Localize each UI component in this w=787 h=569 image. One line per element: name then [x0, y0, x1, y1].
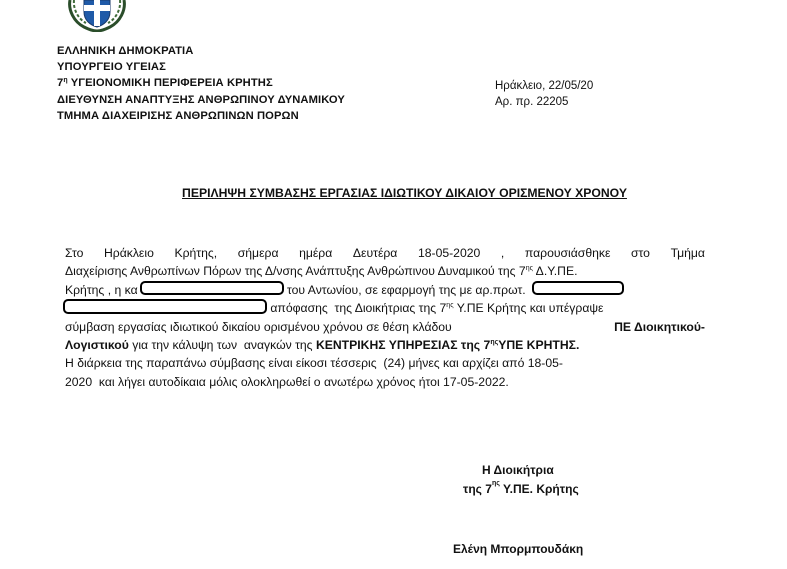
document-body — [65, 244, 705, 391]
text: απόφασης της Διοικήτριας της 7 — [267, 301, 447, 316]
ordinal-suffix: ης — [525, 265, 533, 273]
body-line-6 — [65, 336, 705, 354]
text: της 7 — [463, 482, 492, 496]
redacted-protocol — [532, 281, 624, 295]
document-meta — [495, 78, 593, 110]
signatory-role: Η Διοικήτρια — [482, 463, 554, 477]
word: Στο — [65, 246, 84, 260]
text: Υ.ΠΕ Κρήτης και υπέγραψε — [453, 301, 604, 316]
job-branch-cont: Λογιστικού — [65, 337, 129, 352]
word: Δευτέρα — [352, 246, 398, 260]
header-line-region — [57, 75, 345, 91]
region-number: 7 — [57, 77, 64, 90]
redacted-decision — [63, 299, 267, 314]
word: ημέρα — [299, 246, 333, 260]
body-line-4 — [65, 299, 705, 317]
word: στο — [631, 246, 650, 260]
service-unit: ΚΕΝΤΡΙΚΗΣ ΥΠΗΡΕΣΙΑΣ της 7 — [315, 337, 491, 352]
date-start: 18-05-2020 — [417, 246, 481, 260]
place-date: Ηράκλειο, 22/05/20 — [495, 80, 594, 92]
word: παρουσιάσθηκε — [524, 246, 611, 260]
document-title — [0, 186, 787, 200]
text: Κρήτης , η κα — [65, 282, 138, 297]
text: για την κάλυψη των αναγκών της — [128, 337, 316, 352]
header-line-directorate: ΔΙΕΥΘΥΝΣΗ ΑΝΑΠΤΥΞΗΣ ΑΝΘΡΩΠΙΝΟΥ ΔΥΝΑΜΙΚΟΥ — [57, 93, 345, 106]
word: σήμερα — [237, 246, 279, 260]
protocol-number: Αρ. πρ. 22205 — [495, 96, 569, 108]
signatory-org — [463, 482, 579, 496]
redacted-name — [140, 281, 284, 295]
job-branch: ΠΕ Διοικητικού- — [614, 319, 705, 334]
word: , — [500, 246, 505, 260]
region-suffix: η — [63, 77, 68, 85]
ordinal-suffix: ης — [446, 302, 454, 310]
body-line-2 — [65, 262, 705, 280]
word: Ηράκλειο — [103, 246, 154, 260]
body-line-7 — [65, 354, 705, 372]
ordinal-suffix: ης — [491, 480, 500, 487]
body-line-5 — [65, 318, 705, 336]
text: του Αντωνίου, σε εφαρμογή της με αρ.πρωτ. — [283, 282, 526, 297]
header-line-ministry: ΥΠΟΥΡΓΕΙΟ ΥΓΕΙΑΣ — [57, 61, 166, 74]
header-line-republic: ΕΛΛΗΝΙΚΗ ΔΗΜΟΚΡΑΤΙΑ — [57, 45, 194, 57]
text: Δ.Υ.ΠΕ. — [532, 264, 578, 279]
document-title-text: ΠΕΡΙΛΗΨΗ ΣΥΜΒΑΣΗΣ ΕΡΓΑΣΙΑΣ ΙΔΙΩΤΙΚΟΥ ΔΙΚΑΙΟΥ ΟΡΙΣΜΕΝΟΥ ΧΡΟΝΟΥ — [182, 186, 627, 200]
end-date-text: 2020 και λήγει αυτοδίκαια μόλις ολοκληρωθεί ο ανωτέρω χρόνος ήτοι 17-05-2022. — [65, 374, 509, 389]
word: Τμήμα — [670, 246, 705, 260]
ordinal-suffix: ης — [490, 338, 499, 346]
issuer-header — [57, 43, 345, 124]
duration-text: Η διάρκεια της παραπάνω σύμβασης είναι είκοσι τέσσερις (24) μήνες και αρχίζει από 18-05- — [65, 356, 563, 371]
body-line-1 — [65, 244, 705, 262]
word: Κρήτης, — [174, 246, 218, 260]
text: Διαχείρισης Ανθρωπίνων Πόρων της Δ/νσης Ανάπτυξης Ανθρώπινου Δυναμικού της 7 — [65, 264, 526, 279]
header-line-department: ΤΜΗΜΑ ΔΙΑΧΕΙΡΙΣΗΣ ΑΝΘΡΩΠΙΝΩΝ ΠΟΡΩΝ — [57, 109, 299, 122]
greek-coat-of-arms-icon — [66, 0, 128, 32]
text: Υ.ΠΕ. Κρήτης — [499, 482, 579, 496]
body-line-8 — [65, 373, 705, 391]
service-unit-cont: ΥΠΕ ΚΡΗΤΗΣ. — [498, 337, 580, 352]
body-line-3 — [65, 281, 705, 299]
signatory-name: Ελένη Μπορμπουδάκη — [453, 542, 584, 556]
text: σύμβαση εργασίας ιδιωτικού δικαίου ορισμένου χρόνου σε θέση κλάδου — [65, 319, 452, 334]
region-label: ΥΓΕΙΟΝΟΜΙΚΗ ΠΕΡΙΦΕΡΕΙΑ ΚΡΗΤΗΣ — [70, 77, 273, 90]
